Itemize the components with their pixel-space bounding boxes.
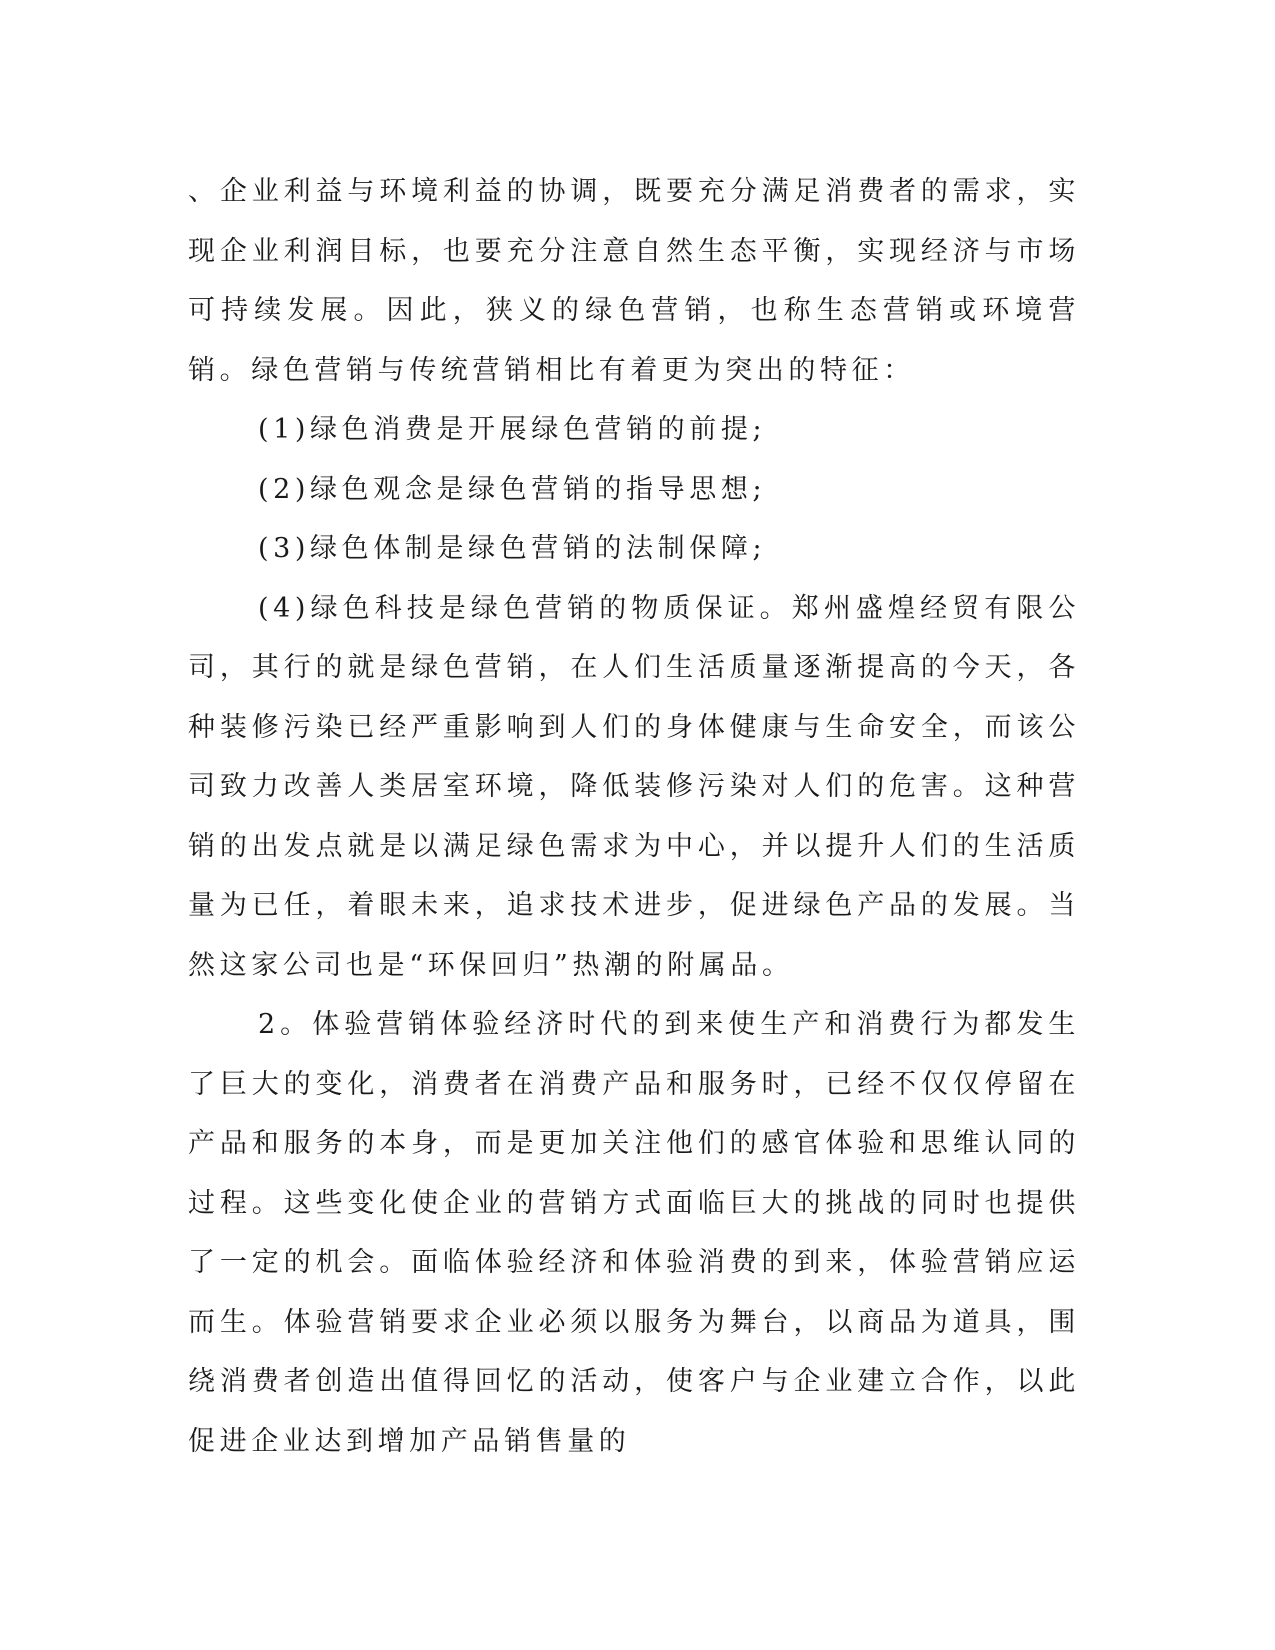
- list-item-3: (3)绿色体制是绿色营销的法制保障;: [258, 533, 767, 564]
- body-text: [188, 162, 1080, 1471]
- list-item-4: (4)绿色科技是绿色营销的物质保证。郑州盛煌经贸有限公司，其行的就是绿色营销，在人们生活质量逐渐提高的今天，各种装修污染已经严重影响到人们的身体健康与生命安全，而该公司致力改善人类居室环境，降低装修污染对人们的危害。这种营销的出发点就是以满足绿色需求为中心，并以提升人们的生活质量为已任，着眼未来，追求技术进步，促进绿色产品的发展。当然这家公司也是“环保回归”热潮的附属品。: [188, 592, 1080, 981]
- list-item-1: (1)绿色消费是开展绿色营销的前提;: [258, 414, 767, 445]
- paragraph-intro: 、企业利益与环境利益的协调，既要充分满足消费者的需求，实现企业利润目标，也要充分注意自然生态平衡，实现经济与市场可持续发展。因此，狭义的绿色营销，也称生态营销或环境营销。绿色营销与传统营销相比有着更为突出的特征：: [188, 176, 1080, 386]
- paragraph-experience-marketing: 2。体验营销体验经济时代的到来使生产和消费行为都发生了巨大的变化，消费者在消费产品和服务时，已经不仅仅停留在产品和服务的本身，而是更加关注他们的感官体验和思维认同的过程。这些变化使企业的营销方式面临巨大的挑战的同时也提供了一定的机会。面临体验经济和体验消费的到来，体验营销应运而生。体验营销要求企业必须以服务为舞台，以商品为道具，围绕消费者创造出值得回忆的活动，使客户与企业建立合作，以此促进企业达到增加产品销售量的: [188, 1009, 1080, 1457]
- list-item-2: (2)绿色观念是绿色营销的指导思想;: [258, 473, 767, 505]
